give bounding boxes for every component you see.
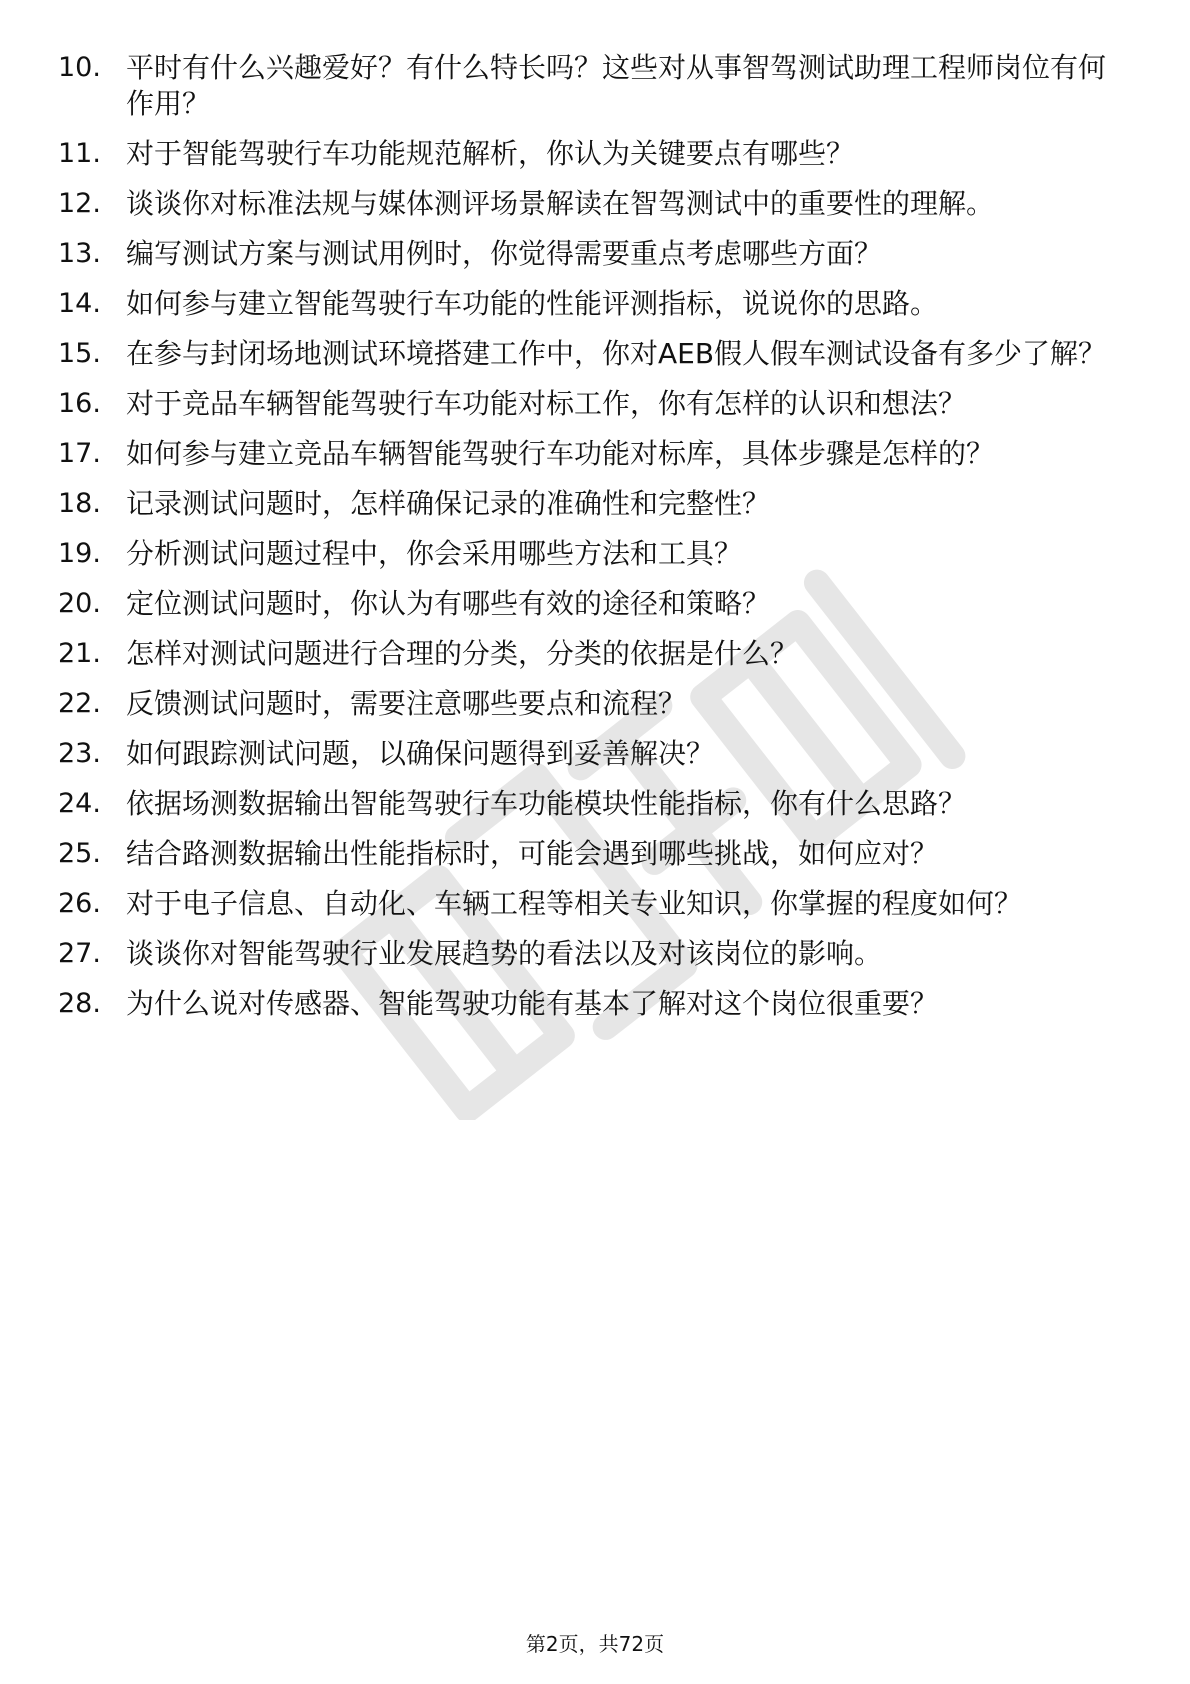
question-text: 平时有什么兴趣爱好？有什么特长吗？这些对从事智驾测试助理工程师岗位有何作用？	[126, 51, 1107, 120]
question-item	[58, 886, 1118, 922]
question-text: 谈谈你对标准法规与媒体测评场景解读在智驾测试中的重要性的理解。	[126, 187, 995, 220]
question-item	[58, 936, 1118, 972]
question-text: 记录测试问题时，怎样确保记录的准确性和完整性？	[126, 487, 771, 520]
page-number-footer: 第2页，共72页	[525, 1632, 665, 1656]
question-item	[58, 286, 1118, 322]
question-number: 17.	[58, 438, 101, 469]
question-text: 为什么说对传感器、智能驾驶功能有基本了解对这个岗位很重要？	[126, 987, 939, 1020]
question-text: 如何跟踪测试问题，以确保问题得到妥善解决？	[126, 737, 715, 770]
question-text: 如何参与建立竞品车辆智能驾驶行车功能对标库，具体步骤是怎样的？	[126, 437, 995, 470]
question-number: 18.	[58, 488, 101, 519]
question-text: 分析测试问题过程中，你会采用哪些方法和工具？	[126, 537, 743, 570]
question-item	[58, 436, 1118, 472]
question-item	[58, 736, 1118, 772]
question-item	[58, 836, 1118, 872]
question-number: 11.	[58, 138, 101, 169]
question-text: 定位测试问题时，你认为有哪些有效的途径和策略？	[126, 587, 771, 620]
question-item	[58, 636, 1118, 672]
question-text: 编写测试方案与测试用例时，你觉得需要重点考虑哪些方面？	[126, 237, 883, 270]
question-item	[58, 236, 1118, 272]
question-number: 19.	[58, 538, 101, 569]
question-text: 怎样对测试问题进行合理的分类，分类的依据是什么？	[126, 637, 799, 670]
question-number: 21.	[58, 638, 101, 669]
question-item	[58, 186, 1118, 222]
question-item	[58, 336, 1118, 372]
question-text: 对于竞品车辆智能驾驶行车功能对标工作，你有怎样的认识和想法？	[126, 387, 967, 420]
question-item	[58, 786, 1118, 822]
question-text: 反馈测试问题时，需要注意哪些要点和流程？	[126, 687, 687, 720]
question-item	[58, 486, 1118, 522]
question-text: 对于智能驾驶行车功能规范解析，你认为关键要点有哪些？	[126, 137, 855, 170]
question-text: 在参与封闭场地测试环境搭建工作中，你对AEB假人假车测试设备有多少了解？	[126, 337, 1107, 370]
question-number: 28.	[58, 988, 101, 1019]
question-text: 依据场测数据输出智能驾驶行车功能模块性能指标，你有什么思路？	[126, 787, 967, 820]
question-number: 24.	[58, 788, 101, 819]
question-number: 22.	[58, 688, 101, 719]
question-text: 谈谈你对智能驾驶行业发展趋势的看法以及对该岗位的影响。	[126, 937, 883, 970]
question-item	[58, 50, 1118, 122]
question-item	[58, 386, 1118, 422]
question-text: 结合路测数据输出性能指标时，可能会遇到哪些挑战，如何应对？	[126, 837, 939, 870]
question-number: 15.	[58, 338, 101, 369]
question-number: 10.	[58, 52, 101, 83]
question-number: 13.	[58, 238, 101, 269]
question-number: 12.	[58, 188, 101, 219]
question-number: 16.	[58, 388, 101, 419]
question-item	[58, 586, 1118, 622]
question-text: 对于电子信息、自动化、车辆工程等相关专业知识，你掌握的程度如何？	[126, 887, 1023, 920]
question-item	[58, 136, 1118, 172]
question-item	[58, 686, 1118, 722]
question-item	[58, 536, 1118, 572]
question-number: 26.	[58, 888, 101, 919]
question-list	[58, 50, 1118, 1036]
question-number: 25.	[58, 838, 101, 869]
question-number: 23.	[58, 738, 101, 769]
question-number: 27.	[58, 938, 101, 969]
question-number: 20.	[58, 588, 101, 619]
question-number: 14.	[58, 288, 101, 319]
question-text: 如何参与建立智能驾驶行车功能的性能评测指标，说说你的思路。	[126, 287, 939, 320]
question-item	[58, 986, 1118, 1022]
